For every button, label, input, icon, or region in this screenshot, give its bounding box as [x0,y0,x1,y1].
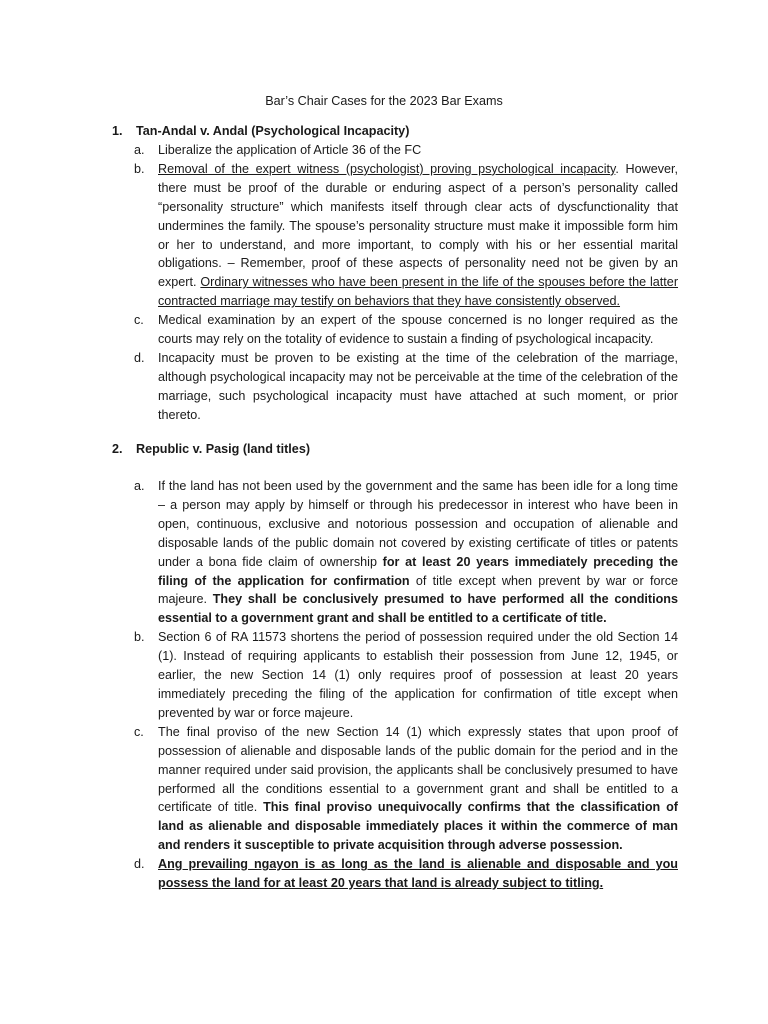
list-item [112,160,678,311]
list-item [112,628,678,723]
item-marker: a. [134,143,145,157]
plain-text: . However, there must be proof of the durable or enduring aspect of a person’s personality called “personality structure” which manifests itself through clear acts of dyscfunctionality that undermines the family. The spouse’s personality structure must make it impossible form him or her to understand, and more important, to comply with his or her essential marital obligations. – Remember, proof of these aspects of personality need not be given by an expert. [158,161,678,290]
list-item [112,349,678,425]
list-item [112,311,678,349]
item-marker: d. [134,350,145,365]
item-text: Medical examination by an expert of the spouse concerned is no longer required as the courts may rely on the totality of evidence to sustain a finding of psychological incapacity. [158,313,678,347]
item-text: Section 6 of RA 11573 shortens the period of possession required under the old Section 14 (1). Instead of requiring applicants to establish their possession from June 12, 1945, or earlier, the new Section 14 (1) only requires proof of possession at least 20 years immediately preceding the filing of the application for confirmation of title except when prevented by war or force majeure. [158,630,678,720]
plain-text: of title except when prevent by war or force majeure. [158,573,678,607]
bold-text: They shall be conclusively presumed to have performed all the conditions essential to a government grant and shall be entitled to a certificate of title. [158,592,679,626]
section-title: Tan-Andal v. Andal (Psychological Incapacity) [136,124,410,138]
list-item [112,477,678,628]
underlined-text: Removal of the expert witness (psychologist) proving psychological incapacity [158,161,616,176]
list-item [112,855,678,893]
item-marker: b. [134,161,145,176]
item-text: Liberalize the application of Article 36 of the FC [158,143,422,157]
section-items [112,477,678,893]
plain-text: The final proviso of the new Section 14 (1) which expressly states that upon proof of possession of alienable and disposable lands of the public domain for the period and in the manner required under said provision, the applicants shall be conclusively presumed to have performed all the conditions essential to a government grant and shall be entitled to a certificate of title. [158,724,678,815]
item-text [158,160,678,311]
underlined-text: Ordinary witnesses who have been present in the life of the spouses before the latter contracted marriage may testify on behaviors that they have consistently observed. [158,275,679,309]
item-marker: a. [134,479,145,493]
section-number: 1. [112,124,123,138]
list-item [112,141,678,160]
item-text: Ang prevailing ngayon is as long as the land is alienable and disposable and you possess the land for at least 20 years that land is already subject to titling. [158,857,678,891]
plain-text: If the land has not been used by the government and the same has been idle for a long time – a person may apply by himself or through his predecessor in interest who have been in open, continuous, exclusive and notorious possession and occupation of alienable and disposable lands of the public domain not covered by existing certificate of titles or patents under a bona fide claim of ownership [158,479,678,569]
item-marker: c. [134,313,144,328]
item-text: Incapacity must be proven to be existing at the time of the celebration of the marriage, although psychological incapacity may not be perceivable at the time of the celebration of the marriage, such psychological incapacity must have attached at such moment, or prior thereto. [158,350,678,422]
item-marker: b. [134,630,145,645]
section-2 [112,440,678,893]
item-text [158,477,678,628]
section-number: 2. [112,442,123,456]
item-marker: d. [134,857,145,872]
section-heading [112,122,678,141]
item-marker: c. [134,724,144,739]
section-items [112,141,678,425]
item-text [158,723,678,855]
list-item [112,723,678,855]
section-title: Republic v. Pasig (land titles) [136,442,311,456]
bold-text: This final proviso unequivocally confirms that the classification of land as alienable and disposable immediately places it within the commerce of man and renders it susceptible to private acquisition through adverse possession. [158,800,678,853]
document-title: Bar’s Chair Cases for the 2023 Bar Exams [265,94,503,108]
section-heading [112,440,678,459]
bold-text: for at least 20 years immediately preceding the filing of the application for confirmation [158,554,678,588]
section-1 [112,122,678,425]
